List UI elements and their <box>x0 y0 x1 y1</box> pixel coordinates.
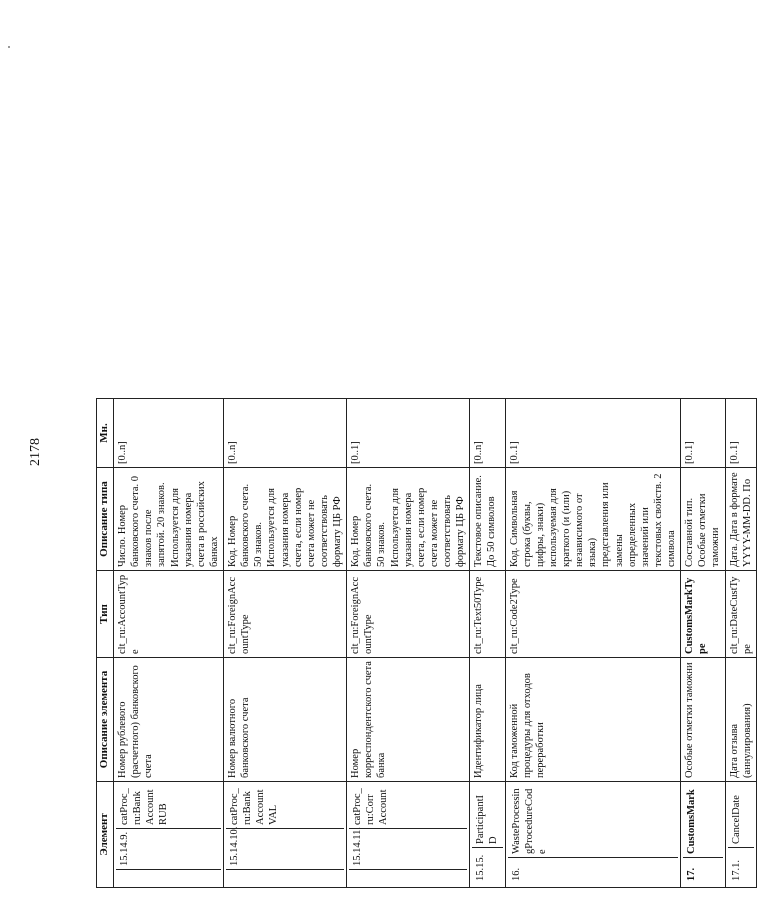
rotated-table-area <box>96 62 753 888</box>
element-cell <box>725 782 756 888</box>
type-description: Текстовое описание. До 50 символов <box>470 468 505 571</box>
element-cell <box>114 782 224 888</box>
multiplicity: [0..1] <box>505 399 681 468</box>
header-type: Тип <box>97 571 114 658</box>
element-number: 17. <box>686 867 698 881</box>
type-cell: clt_ru:DateCustType <box>725 571 756 658</box>
table-row <box>470 0 505 888</box>
element-name: WasteProcessingProcedureCode <box>508 785 679 858</box>
type-description: Число. Номер банковского счета. 0 знаков после запятой. 20 знаков. Используется для указания номера счета в российских банках <box>114 468 224 571</box>
header-mn: Мн. <box>97 399 114 468</box>
element-cell <box>681 782 725 888</box>
scan-dot <box>8 46 10 48</box>
table-row <box>114 0 224 888</box>
table-header-row <box>97 0 114 888</box>
table-row <box>347 0 470 888</box>
type-cell: CustomsMarkType <box>681 571 725 658</box>
type-description: Код. Номер банковского счета. 50 знаков. Используется для указания номера счета, если номер счета может не соответствовать формату ЦБ РФ <box>347 468 470 571</box>
element-cell <box>470 782 505 888</box>
header-element: Элемент <box>97 782 114 888</box>
type-description: Код. Номер банковского счета. 50 знаков. Используется для указания номера счета, если номер счета может не соответствовать формату ЦБ РФ <box>224 468 347 571</box>
element-name: ParticipantID <box>472 785 502 848</box>
element-number: 15.14.11. <box>352 827 364 866</box>
header-element-desc: Описание элемента <box>97 658 114 782</box>
element-cell <box>505 782 681 888</box>
element-description: Особые отметки таможни <box>681 658 725 782</box>
element-description: Номер корреспондентского счета банка <box>347 658 470 782</box>
page-number: 2178 <box>28 438 43 466</box>
multiplicity: [0..n] <box>224 399 347 468</box>
indent-spacer <box>116 869 221 884</box>
table-container <box>96 62 753 888</box>
multiplicity: [0..n] <box>114 399 224 468</box>
element-description: Номер валютного банковского счета <box>224 658 347 782</box>
multiplicity: [0..1] <box>347 399 470 468</box>
spec-table <box>96 0 757 888</box>
header-type-desc: Описание типа <box>97 468 114 571</box>
element-number: 17.1. <box>730 860 742 881</box>
element-description: Номер рублевого (расчетного) банковского счета <box>114 658 224 782</box>
type-cell: clt_ru:Code2Type <box>505 571 681 658</box>
type-cell: clt_ru:ForeignAccountType <box>347 571 470 658</box>
element-name: CancelDate <box>728 785 754 848</box>
element-description: Код таможенной процедуры для отходов переработки <box>505 658 681 782</box>
element-number: 15.14.9. <box>119 831 130 866</box>
table-row <box>681 0 725 888</box>
type-cell: clt_ru:AccountType <box>114 571 224 658</box>
element-name: catProc_ru:CorrAccount <box>349 785 467 829</box>
element-number: 15.14.10. <box>229 826 240 866</box>
multiplicity: [0..1] <box>681 399 725 468</box>
element-description: Идентификатор лица <box>470 658 505 782</box>
element-cell <box>224 782 347 888</box>
table-row <box>224 0 347 888</box>
element-number: 15.15. <box>475 854 487 881</box>
element-name: catProc_ru:BankAccountVAL <box>226 785 344 829</box>
type-cell: clt_ru:Text50Type <box>470 571 505 658</box>
element-description: Дата отзыва (аннулирования) <box>725 658 756 782</box>
element-name: catProc_ru:BankAccountRUB <box>116 785 221 829</box>
multiplicity: [0..n] <box>470 399 505 468</box>
type-description: Составной тип. Особые отметки таможни <box>681 468 725 571</box>
multiplicity: [0..1] <box>725 399 756 468</box>
table-row <box>725 0 756 888</box>
element-number: 16. <box>510 867 522 881</box>
type-description: Дата. Дата в формате YYYY-MM-DD. По <box>725 468 756 571</box>
table-row <box>505 0 681 888</box>
type-description: Код. Символьная строка (буквы, цифры, знаки) используемая для краткого (и (или) независимого от языка) представления или замены определенных значений или текстовых свойств. 2 символа <box>505 468 681 571</box>
element-cell <box>347 782 470 888</box>
indent-spacer <box>226 869 344 884</box>
element-name: CustomsMark <box>683 785 722 858</box>
indent-spacer <box>349 869 467 884</box>
type-cell: clt_ru:ForeignAccountType <box>224 571 347 658</box>
